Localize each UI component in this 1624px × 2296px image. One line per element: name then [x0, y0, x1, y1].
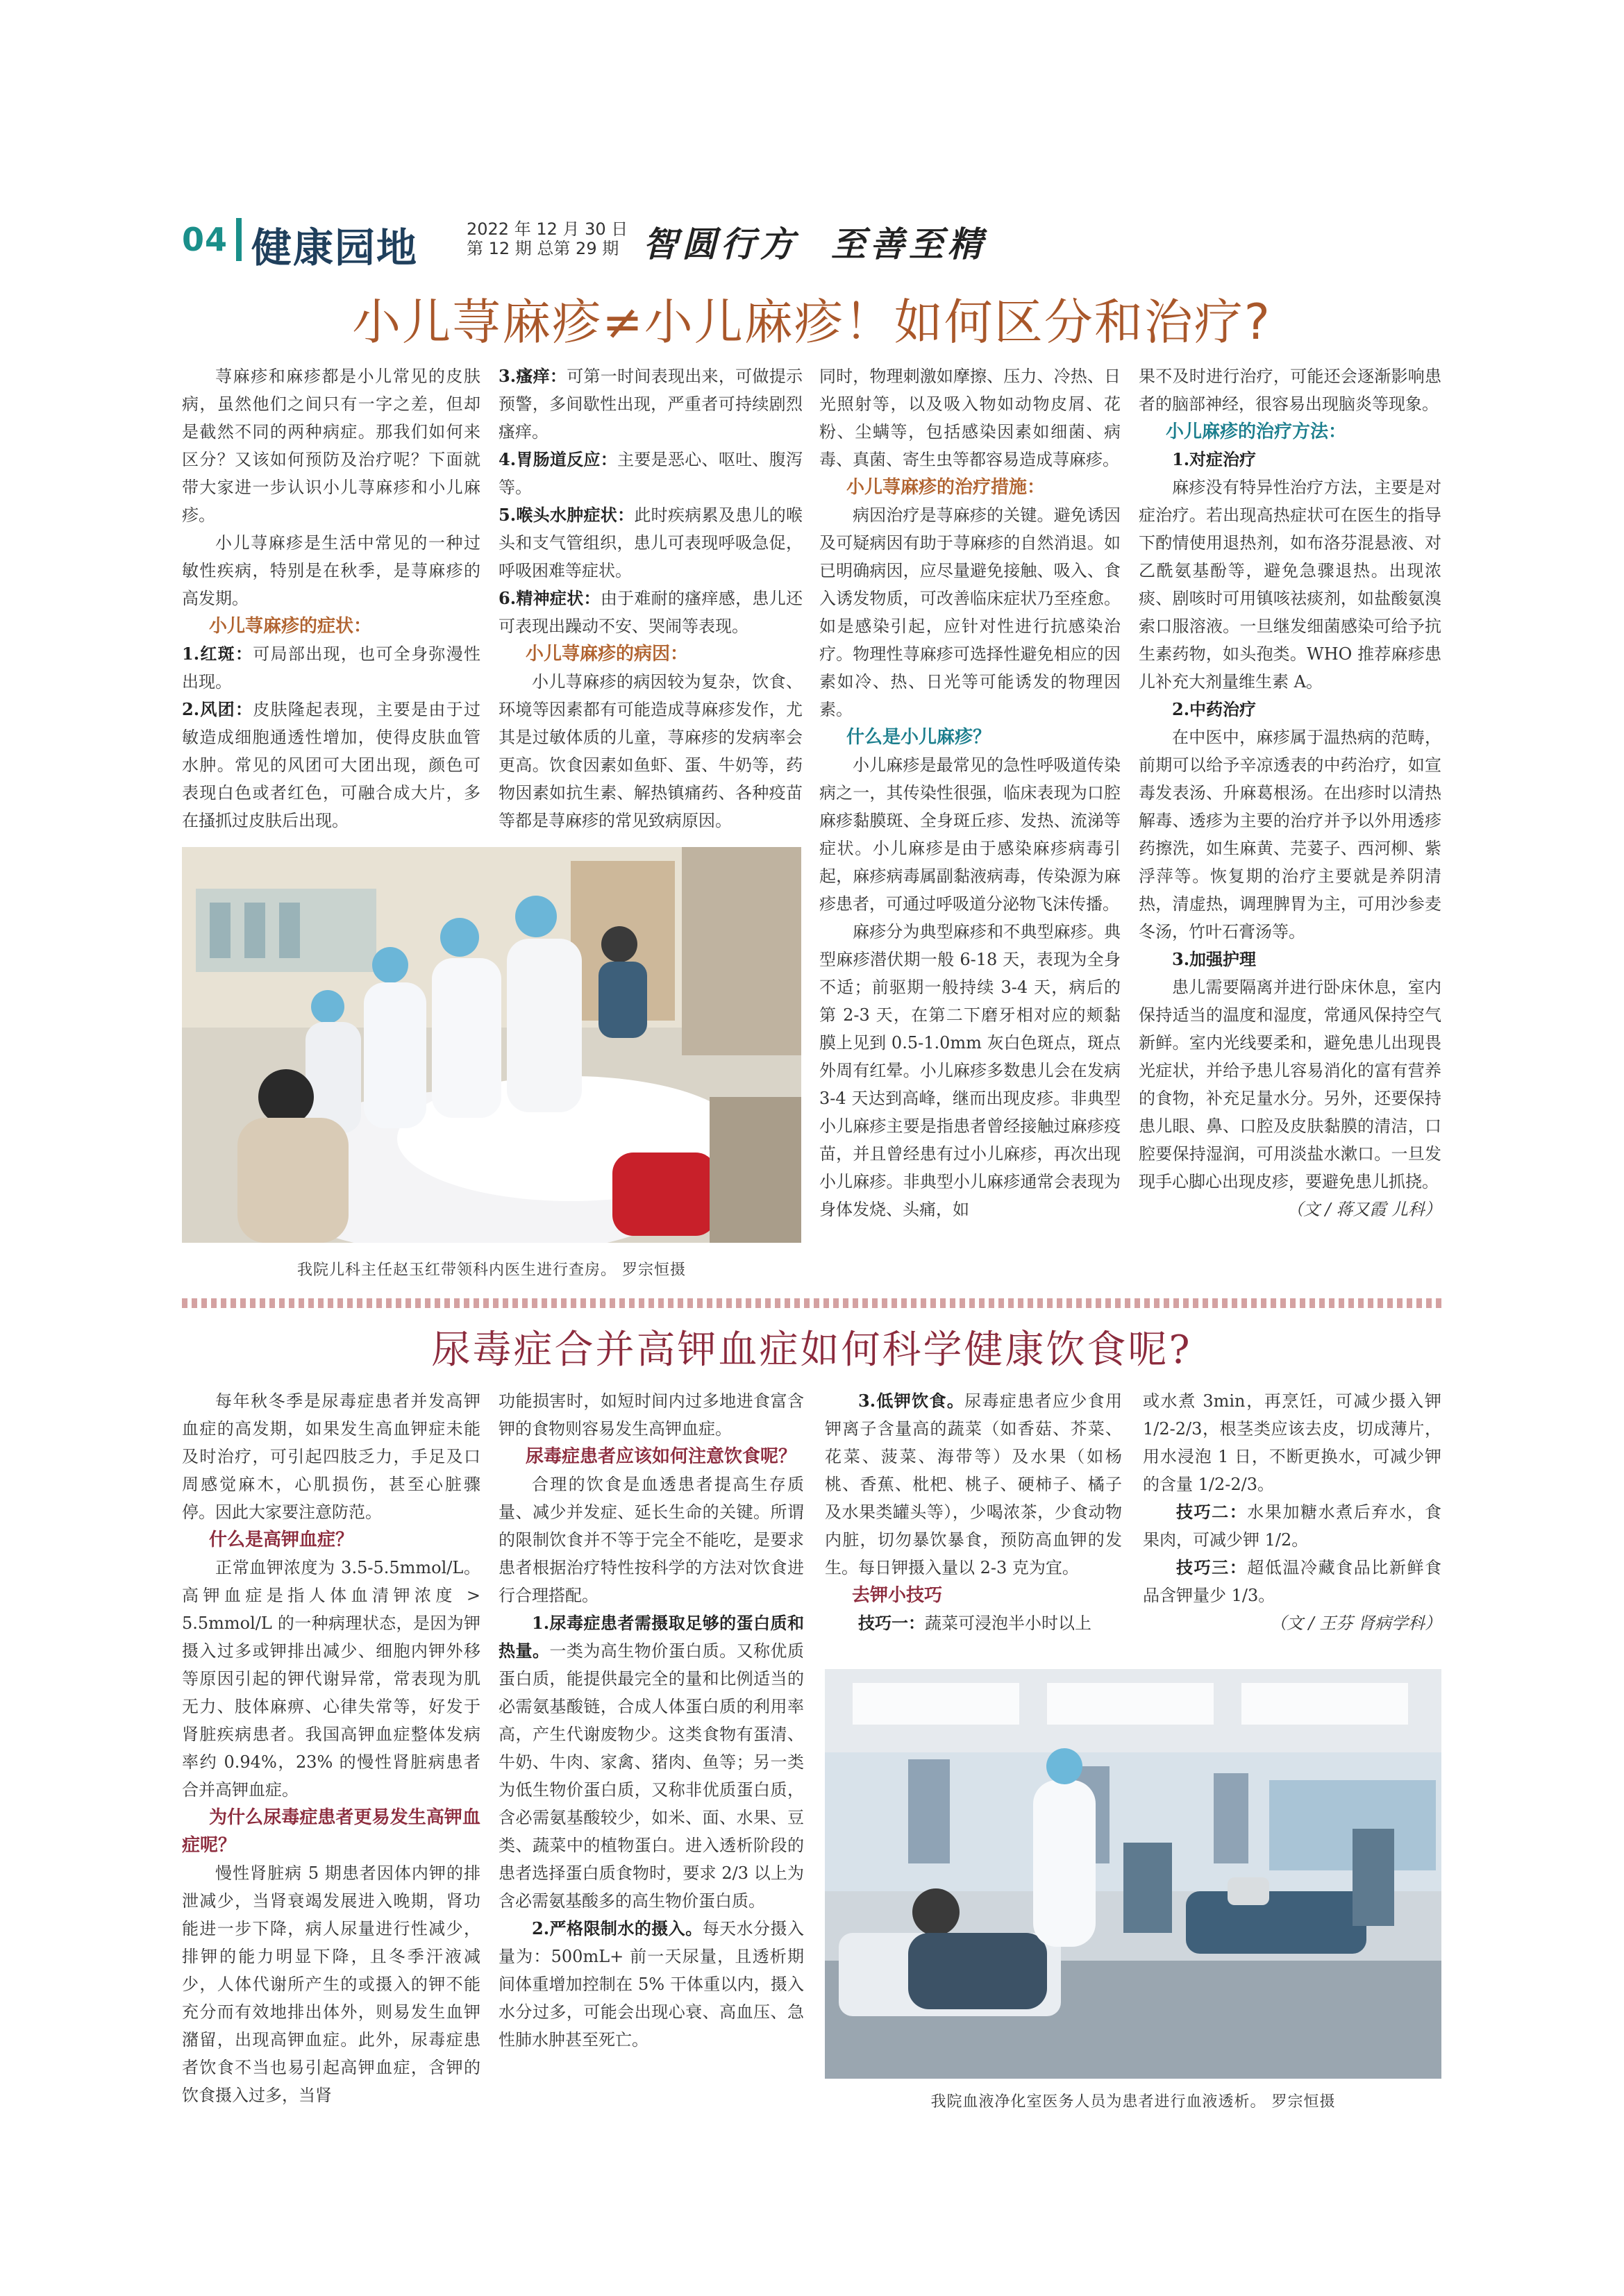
paragraph: 病因治疗是荨麻疹的关键。避免诱因及可疑病因有助于荨麻疹的自然消退。如已明确病因，应尽量避免接触、吸入、食入诱发物质，可改善临床症状乃至痊愈。如是感染引起，应针对性进行抗感染治疗。物理性荨麻疹可选择性避免相应的因素如冷、热、日光等可能诱发的物理因素。	[819, 505, 1121, 719]
article1-column-2	[499, 362, 803, 835]
item-label: 技巧三：	[1176, 1557, 1248, 1577]
subheading: 去钾小技巧	[852, 1585, 943, 1606]
dialysis-photo	[825, 1669, 1441, 2079]
item-label: 1.尿毒症患者需摄取足够的蛋白质和热量。	[499, 1613, 804, 1661]
paragraph	[499, 1609, 804, 1915]
paragraph	[825, 1609, 1122, 1637]
paragraph: 每年秋冬季是尿毒症患者并发高钾血症的高发期，如果发生高血钾症未能及时治疗，可引起四肢乏力，手足及口周感觉麻木，心肌损伤，甚至心脏骤停。因此大家要注意防范。	[182, 1391, 480, 1522]
paragraph	[1143, 1498, 1441, 1554]
subheading: 为什么尿毒症患者更易发生高钾血症呢？	[182, 1807, 480, 1856]
subheading: 小儿荨麻疹的病因：	[526, 644, 689, 664]
article2-headline: 尿毒症合并高钾血症如何科学健康饮食呢?	[431, 1327, 1192, 1373]
paragraph	[499, 446, 803, 501]
paragraph: 合理的饮食是血透患者提高生存质量、减少并发症、延长生命的关键。所谓的限制饮食并不等于完全不能吃，是要求患者根据治疗特性按科学的方法对饮食进行合理搭配。	[499, 1475, 804, 1605]
page-number: 04	[182, 221, 228, 258]
item-label: 3.加强护理	[1172, 949, 1257, 969]
item-text: 可局部出现，也可全身弥漫性出现。	[182, 644, 480, 692]
issue-info	[467, 219, 628, 258]
paragraph	[499, 585, 803, 640]
paragraph	[825, 1387, 1122, 1582]
item-label: 3.低钾饮食。	[858, 1391, 965, 1411]
author-credit: （文 / 蒋又霞 儿科）	[1287, 1200, 1441, 1219]
item-text: 由于难耐的瘙痒感，患儿还可表现出躁动不安、哭闹等表现。	[499, 589, 803, 636]
subheading: 什么是高钾血症？	[209, 1530, 354, 1550]
item-text: 可第一时间表现出来，可做提示预警，多间歇性出现，严重者可持续剧烈瘙痒。	[499, 367, 803, 442]
item-text: 此时疾病累及患儿的喉头和支气管组织，患儿可表现呼吸急促，呼吸困难等症状。	[499, 505, 803, 580]
paragraph	[182, 696, 480, 835]
subheading: 尿毒症患者应该如何注意饮食呢？	[526, 1446, 797, 1467]
article2-column-1	[182, 1387, 480, 2109]
paragraph: 麻疹没有特异性治疗方法，主要是对症治疗。若出现高热症状可在医生的指导下酌情使用退热剂，如布洛芬混悬液、对乙酰氨基酚等，避免急骤退热。出现浓痰、剧咳时可用镇咳祛痰剂，如盐酸氨溴索口服溶液。一旦继发细菌感染可给予抗生素药物，如头孢类。WHO 推荐麻疹患儿补充大剂量维生素 A。	[1139, 478, 1441, 692]
subheading: 小儿荨麻疹的治疗措施：	[846, 477, 1046, 498]
item-text: 主要是恶心、呕吐、腹泻等。	[499, 450, 803, 497]
photo-caption-2: 我院血液净化室医务人员为患者进行血液透析。 罗宗恒摄	[930, 2093, 1336, 2111]
issue-date: 2022 年 12 月 30 日	[467, 219, 628, 239]
item-label: 技巧二：	[1176, 1502, 1248, 1522]
issue-number: 第 12 期 总第 29 期	[467, 239, 619, 258]
photo-caption-1: 我院儿科主任赵玉红带领科内医生进行查房。 罗宗恒摄	[297, 1262, 686, 1279]
article1-headline: 小儿荨麻疹≠小儿麻疹！如何区分和治疗?	[352, 294, 1271, 351]
paragraph: 功能损害时，如短时间内过多地进食富含钾的食物则容易发生高钾血症。	[499, 1391, 804, 1439]
subheading: 小儿麻疹的治疗方法：	[1166, 421, 1347, 442]
item-label: 技巧一：	[858, 1613, 925, 1633]
article2-column-4	[1143, 1387, 1441, 1637]
item-label: 2.中药治疗	[1172, 699, 1257, 719]
author-credit: （文 / 王芬 肾病学科）	[1270, 1614, 1441, 1633]
ward-round-photo	[182, 847, 801, 1243]
article2-column-3	[825, 1387, 1122, 1637]
paragraph: 小儿麻疹是最常见的急性呼吸道传染病之一，其传染性很强，临床表现为口腔麻疹黏膜斑、全身斑丘疹、发热、流涕等症状。小儿麻疹是由于感染麻疹病毒引起，麻疹病毒属副黏液病毒，传染源为麻疹患者，可通过呼吸道分泌物飞沫传播。	[819, 755, 1121, 914]
paragraph: 在中医中，麻疹属于温热病的范畴，前期可以给予辛凉透表的中药治疗，如宣毒发表汤、升麻葛根汤。在出疹时以清热解毒、透疹为主要的治疗并予以外用透疹药擦洗，如生麻黄、芫荽子、西河柳、紫浮萍等。恢复期的治疗主要就是养阴清热，清虚热，调理脾胃为主，可用沙参麦冬汤，竹叶石膏汤等。	[1139, 728, 1441, 941]
item-text: 皮肤隆起表现，主要是由于过敏造成细胞通透性增加，使得皮肤血管水肿。常见的风团可大团出现，颜色可表现白色或者红色，可融合成大片，多在搔抓过皮肤后出现。	[182, 700, 480, 830]
item-text: 一类为高生物价蛋白质。又称优质蛋白质，能提供最完全的量和比例适当的必需氨基酸链，合成人体蛋白质的利用率高，产生代谢废物少。这类食物有蛋清、牛奶、牛肉、家禽、猪肉、鱼等；另一类为低生物价蛋白质，又称非优质蛋白质，含必需氨基酸较少，如米、面、水果、豆类、蔬菜中的植物蛋白。进入透析阶段的患者选择蛋白质食物时，要求 2/3 以上为含必需氨基酸多的高生物价蛋白质。	[499, 1641, 805, 1911]
paragraph: 果不及时进行治疗，可能还会逐渐影响患者的脑部神经，很容易出现脑炎等现象。	[1139, 367, 1441, 414]
paragraph: 患儿需要隔离并进行卧床休息，室内保持适当的温度和湿度，常通风保持空气新鲜。室内光线要柔和，避免患儿出现畏光症状，并给予患儿容易消化的富有营养的食物，补充足量水分。另外，还要保持患儿眼、鼻、口腔及皮肤黏膜的清洁，口腔要保持湿润，可用淡盐水漱口。一旦发现手心脚心出现皮疹，要避免患儿抓挠。	[1139, 978, 1441, 1191]
paragraph	[499, 362, 803, 446]
paragraph: 同时，物理刺激如摩擦、压力、冷热、日光照射等，以及吸入物如动物皮屑、花粉、尘螨等，包括感染因素如细菌、病毒、真菌、寄生虫等都容易造成荨麻疹。	[819, 367, 1121, 469]
subheading: 什么是小儿麻疹？	[846, 727, 991, 748]
item-text: 水果加糖水煮后弃水，食果肉，可减少钾 1/2。	[1143, 1502, 1442, 1550]
item-text: 尿毒症患者应少食用钾离子含量高的蔬菜（如香菇、芥菜、花菜、菠菜、海带等）及水果（如杨桃、香蕉、枇杷、桃子、硬柿子、橘子及水果类罐头等），少喝浓茶，少食动物内脏，切勿暴饮暴食，预防高血钾的发生。每日钾摄入量以 2-3 克为宜。	[825, 1391, 1122, 1577]
ward-round-illustration	[182, 847, 801, 1243]
paragraph	[499, 1915, 804, 2054]
article1-column-3	[819, 362, 1121, 1223]
item-label: 1.红斑：	[182, 644, 253, 664]
item-label: 5.喉头水肿症状：	[499, 505, 635, 525]
article1-column-1	[182, 362, 480, 835]
paragraph	[499, 501, 803, 585]
article1-column-4	[1139, 362, 1441, 1223]
paragraph: 荨麻疹和麻疹都是小儿常见的皮肤病，虽然他们之间只有一字之差，但却是截然不同的两种病症。那我们如何来区分？又该如何预防及治疗呢？下面就带大家进一步认识小儿荨麻疹和小儿麻疹。	[182, 367, 480, 525]
item-text: 超低温冷藏食品比新鲜食品含钾量少 1/3。	[1143, 1558, 1442, 1605]
item-label: 1.对症治疗	[1172, 449, 1257, 469]
paragraph	[1143, 1554, 1441, 1609]
item-text: 蔬菜可浸泡半小时以上	[925, 1614, 1091, 1633]
paragraph: 或水煮 3min，再烹饪，可减少摄入钾 1/2-2/3，根茎类应该去皮，切成薄片，用水浸泡 1 日，不断更换水，可减少钾的含量 1/2-2/3。	[1143, 1391, 1441, 1494]
item-label: 4.胃肠道反应：	[499, 449, 618, 469]
paragraph: 慢性肾脏病 5 期患者因体内钾的排泄减少，当肾衰竭发展进入晚期，肾功能进一步下降，病人尿量进行性减少，排钾的能力明显下降，且冬季汗液减少，人体代谢所产生的或摄入的钾不能充分而有效地排出体外，则易发生血钾潴留，出现高钾血症。此外，尿毒症患者饮食不当也易引起高钾血症，含钾的饮食摄入过多，当肾	[182, 1863, 480, 2105]
paragraph: 正常血钾浓度为 3.5-5.5mmol/L。高钾血症是指人体血清钾浓度 > 5.5mmol/L 的一种病理状态，是因为钾摄入过多或钾排出减少、细胞内钾外移等原因引起的钾代谢异常，常表现为肌无力、肢体麻痹、心律失常等，好发于肾脏疾病患者。我国高钾血症整体发病率约 0.94%，23% 的慢性肾脏病患者合并高钾血症。	[182, 1558, 480, 1800]
article2-column-2	[499, 1387, 804, 2054]
item-label: 2.风团：	[182, 699, 253, 719]
paragraph: 麻疹分为典型麻疹和不典型麻疹。典型麻疹潜伏期一般 6-18 天，表现为全身不适；前驱期一般持续 3-4 天，病后的第 2-3 天，在第二下磨牙相对应的颊黏膜上见到 0.5-1.0mm 灰白色斑点，斑点外周有红晕。小儿麻疹多数患儿会在发病 3-4 天达到高峰，继而出现皮疹。非典型小儿麻疹主要是指患者曾经接触过麻疹疫苗，并且曾经患有过小儿麻疹，再次出现小儿麻疹。非典型小儿麻疹通常会表现为身体发烧、头痛，如	[819, 922, 1121, 1219]
paragraph	[182, 640, 480, 696]
paragraph: 小儿荨麻疹的病因较为复杂，饮食、环境等因素都有可能造成荨麻疹发作，尤其是过敏体质的儿童，荨麻疹的发病率会更高。饮食因素如鱼虾、蛋、牛奶等，药物因素如抗生素、解热镇痛药、各种疫苗等都是荨麻疹的常见致病原因。	[499, 672, 803, 830]
header-divider	[236, 218, 242, 261]
section-title: 健康园地	[251, 224, 419, 271]
item-label: 3.瘙痒：	[499, 366, 567, 386]
item-label: 2.严格限制水的摄入。	[532, 1918, 703, 1938]
article-divider	[182, 1298, 1441, 1308]
subheading: 小儿荨麻疹的症状：	[209, 616, 372, 637]
hospital-motto: 智圆行方 至善至精	[643, 224, 987, 265]
paragraph: 小儿荨麻疹是生活中常见的一种过敏性疾病，特别是在秋季，是荨麻疹的高发期。	[182, 533, 480, 608]
item-label: 6.精神症状：	[499, 588, 601, 608]
dialysis-illustration	[825, 1669, 1441, 2079]
item-text: 每天水分摄入量为：500mL+ 前一天尿量，且透析期间体重增加控制在 5% 干体重以内，摄入水分过多，可能会出现心衰、高血压、急性肺水肿甚至死亡。	[499, 1919, 804, 2050]
